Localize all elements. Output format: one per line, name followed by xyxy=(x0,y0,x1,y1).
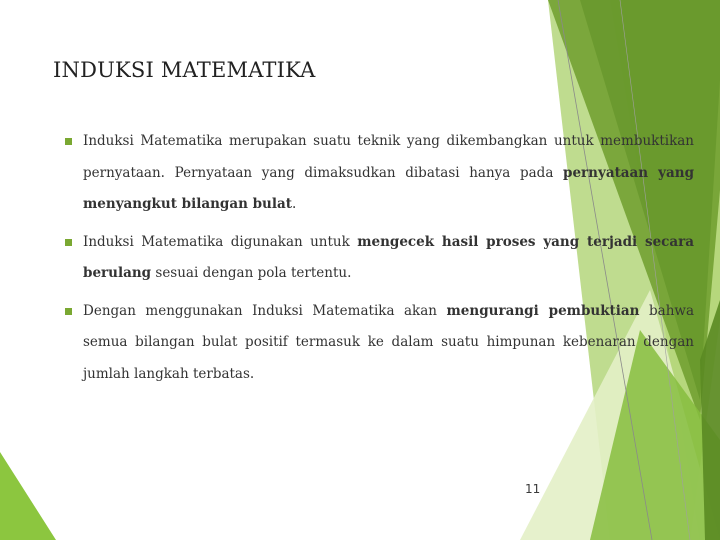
bullet-1-text: Induksi Matematika merupakan suatu teknik yang dikembangkan untuk membuktikan pernyataan. Pernyataan yang dimaksudkan dibatasi hanya pada xyxy=(83,133,694,181)
square-bullet-icon xyxy=(65,308,72,315)
bullet-2-end: sesuai dengan pola tertentu. xyxy=(151,265,352,281)
bullet-3-end: bahwa semua bilangan bulat positif termasuk ke dalam suatu himpunan kebenaran dengan jumlah langkah terbatas. xyxy=(83,302,694,382)
bullet-3-text: Dengan menggunakan Induksi Matematika akan xyxy=(83,302,447,319)
page-number: 11 xyxy=(525,482,541,496)
bullet-1-emphasis: pernyataan yang menyangkut bilangan bulat xyxy=(83,164,695,212)
left-green-wedge xyxy=(0,452,56,540)
bullet-2-emphasis: mengecek hasil proses yang terjadi secara berulang xyxy=(83,233,694,281)
square-bullet-icon xyxy=(65,138,72,145)
bullet-item-1 xyxy=(64,126,694,221)
bullet-list xyxy=(64,126,694,396)
bullet-3-emphasis: mengurangi pembuktian xyxy=(446,302,640,319)
bullet-item-3 xyxy=(64,296,694,391)
slide-title: INDUKSI MATEMATIKA xyxy=(53,58,316,82)
bullet-item-2 xyxy=(64,227,694,290)
bullet-1-end: . xyxy=(291,196,297,212)
bullet-2-text: Induksi Matematika digunakan untuk xyxy=(83,233,358,250)
square-bullet-icon xyxy=(65,239,72,246)
